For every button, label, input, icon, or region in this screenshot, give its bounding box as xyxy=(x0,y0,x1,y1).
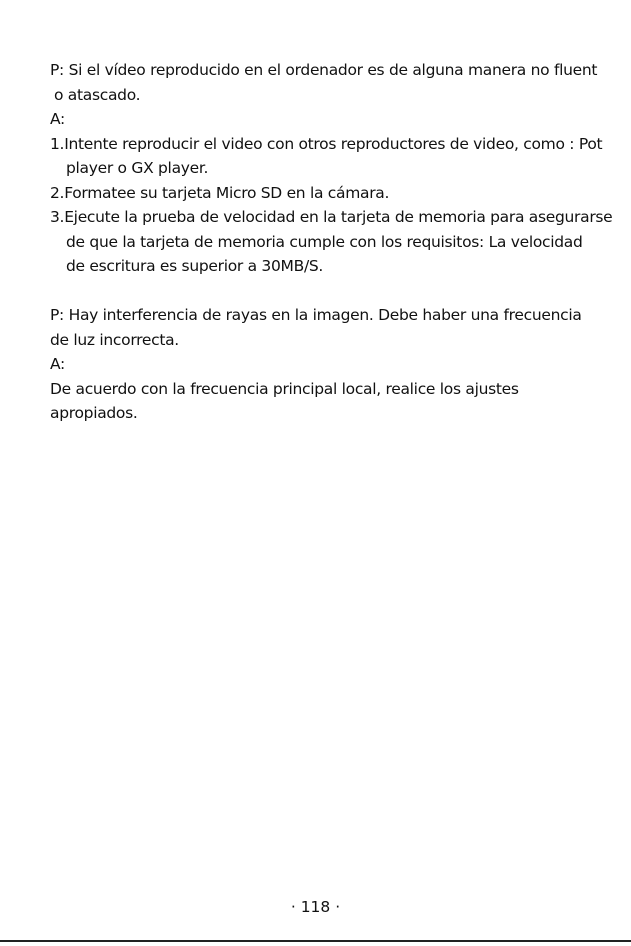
question-line: de luz incorrecta. xyxy=(50,330,179,349)
page-number: · 118 · xyxy=(290,898,341,916)
answer-line: 3.Ejecute la prueba de velocidad en la tarjeta de memoria para asegurarse xyxy=(50,208,613,226)
bottom-divider xyxy=(0,940,631,942)
question-line: P: Hay interferencia de rayas en la imagen. Debe haber una frecuencia xyxy=(50,306,582,324)
section-gap xyxy=(50,279,610,304)
answer-line: apropiados. xyxy=(50,404,138,422)
answer-line: player o GX player. xyxy=(66,159,209,177)
question-line: o atascado. xyxy=(54,85,141,104)
faq-item-2 xyxy=(50,303,610,426)
answer-line: 2.Formatee su tarjeta Micro SD en la cámara. xyxy=(50,183,390,202)
answer-label: A: xyxy=(50,110,65,128)
faq-item-1 xyxy=(50,58,613,279)
question-line: P: Si el vídeo reproducido en el ordenador es de alguna manera no fluent xyxy=(50,61,598,79)
answer-line: de que la tarjeta de memoria cumple con los requisitos: La velocidad xyxy=(66,232,583,251)
answer-line: de escritura es superior a 30MB/S. xyxy=(66,257,324,275)
answer-label: A: xyxy=(50,355,65,373)
answer-line: De acuerdo con la frecuencia principal local, realice los ajustes xyxy=(50,379,519,398)
faq-content xyxy=(50,58,613,426)
answer-line: 1.Intente reproducir el video con otros reproductores de video, como : Pot xyxy=(50,134,603,153)
